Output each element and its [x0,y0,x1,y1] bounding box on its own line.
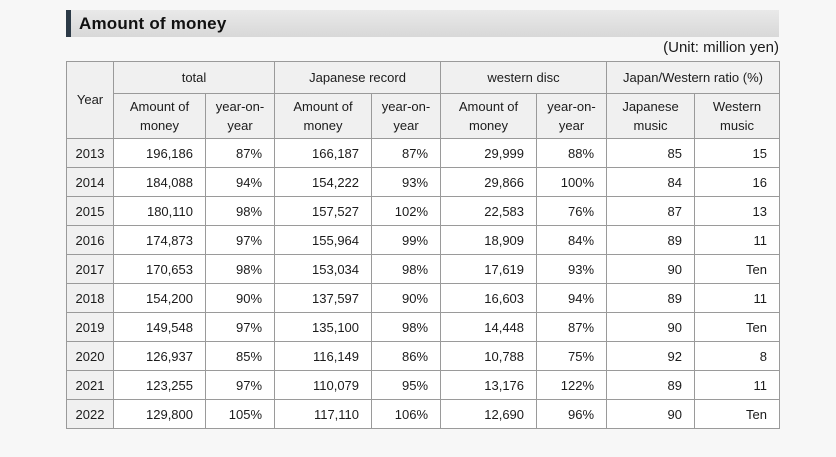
data-cell: 122% [537,371,607,400]
data-cell: 84 [607,168,695,197]
data-cell: 94% [206,168,275,197]
year-cell: 2021 [67,371,114,400]
data-cell: 87% [537,313,607,342]
data-cell: 149,548 [114,313,206,342]
table-row [67,139,780,168]
data-cell: 94% [537,284,607,313]
unit-note: (Unit: million yen) [663,39,779,56]
data-cell: 166,187 [275,139,372,168]
data-cell: 14,448 [441,313,537,342]
subheader-western-amount: Amount of money [441,94,537,139]
data-cell: 154,222 [275,168,372,197]
data-cell: 92 [607,342,695,371]
subheader-western-yoy: year-on-year [537,94,607,139]
data-cell: 155,964 [275,226,372,255]
data-cell: 13,176 [441,371,537,400]
year-cell: 2019 [67,313,114,342]
data-cell: 11 [695,371,780,400]
data-cell: 97% [206,313,275,342]
data-cell: 87% [372,139,441,168]
data-cell: 102% [372,197,441,226]
table-row [67,226,780,255]
data-cell: 106% [372,400,441,429]
data-cell: 90 [607,255,695,284]
data-cell: 196,186 [114,139,206,168]
amount-of-money-table [66,61,780,429]
table-row [67,400,780,429]
data-cell: 137,597 [275,284,372,313]
data-cell: 76% [537,197,607,226]
data-cell: 105% [206,400,275,429]
group-header-japanese-record: Japanese record [275,62,441,94]
year-cell: 2022 [67,400,114,429]
data-cell: 11 [695,226,780,255]
data-cell: 93% [537,255,607,284]
data-cell: 184,088 [114,168,206,197]
table-row [67,371,780,400]
data-cell: 29,866 [441,168,537,197]
table-header [67,62,780,139]
data-cell: 123,255 [114,371,206,400]
data-cell: 154,200 [114,284,206,313]
data-cell: 85% [206,342,275,371]
data-cell: Ten [695,313,780,342]
data-cell: 29,999 [441,139,537,168]
year-cell: 2015 [67,197,114,226]
data-cell: Ten [695,400,780,429]
data-cell: 95% [372,371,441,400]
subheader-jp-amount: Amount of money [275,94,372,139]
data-cell: 157,527 [275,197,372,226]
year-cell: 2020 [67,342,114,371]
data-cell: Ten [695,255,780,284]
data-cell: 90% [206,284,275,313]
data-cell: 93% [372,168,441,197]
data-cell: 86% [372,342,441,371]
year-cell: 2017 [67,255,114,284]
group-header-japan-western-ratio: Japan/Western ratio (%) [607,62,780,94]
data-cell: 174,873 [114,226,206,255]
data-cell: 22,583 [441,197,537,226]
year-cell: 2014 [67,168,114,197]
data-cell: 90 [607,313,695,342]
table-row [67,284,780,313]
table-body [67,139,780,429]
data-cell: 90% [372,284,441,313]
data-cell: 89 [607,284,695,313]
data-cell: 98% [206,197,275,226]
data-cell: 98% [206,255,275,284]
data-cell: 96% [537,400,607,429]
data-cell: 98% [372,255,441,284]
data-cell: 135,100 [275,313,372,342]
header-sub-row [67,94,780,139]
year-cell: 2013 [67,139,114,168]
data-cell: 110,079 [275,371,372,400]
data-cell: 116,149 [275,342,372,371]
data-cell: 89 [607,226,695,255]
data-cell: 75% [537,342,607,371]
data-cell: 180,110 [114,197,206,226]
data-cell: 117,110 [275,400,372,429]
table-row [67,342,780,371]
table-row [67,168,780,197]
data-cell: 16 [695,168,780,197]
data-cell: 170,653 [114,255,206,284]
data-cell: 129,800 [114,400,206,429]
data-cell: 10,788 [441,342,537,371]
table-row [67,313,780,342]
data-cell: 84% [537,226,607,255]
data-cell: 99% [372,226,441,255]
year-cell: 2018 [67,284,114,313]
data-cell: 100% [537,168,607,197]
data-cell: 97% [206,226,275,255]
data-cell: 11 [695,284,780,313]
data-cell: 87 [607,197,695,226]
data-cell: 85 [607,139,695,168]
data-cell: 12,690 [441,400,537,429]
table-row [67,255,780,284]
subheader-total-yoy: year-on-year [206,94,275,139]
data-cell: 97% [206,371,275,400]
table-row [67,197,780,226]
data-cell: 17,619 [441,255,537,284]
data-cell: 126,937 [114,342,206,371]
data-cell: 13 [695,197,780,226]
subheader-total-amount: Amount of money [114,94,206,139]
section-title-bar [66,10,779,37]
year-cell: 2016 [67,226,114,255]
data-cell: 18,909 [441,226,537,255]
group-header-total: total [114,62,275,94]
data-cell: 98% [372,313,441,342]
year-column-header: Year [67,62,114,139]
data-cell: 90 [607,400,695,429]
data-cell: 87% [206,139,275,168]
data-cell: 8 [695,342,780,371]
data-cell: 89 [607,371,695,400]
data-cell: 16,603 [441,284,537,313]
header-group-row [67,62,780,94]
data-cell: 88% [537,139,607,168]
data-cell: 15 [695,139,780,168]
subheader-japanese-music: Japanese music [607,94,695,139]
subheader-jp-yoy: year-on-year [372,94,441,139]
group-header-western-disc: western disc [441,62,607,94]
page-title: Amount of money [79,13,227,33]
subheader-western-music: Western music [695,94,780,139]
data-cell: 153,034 [275,255,372,284]
